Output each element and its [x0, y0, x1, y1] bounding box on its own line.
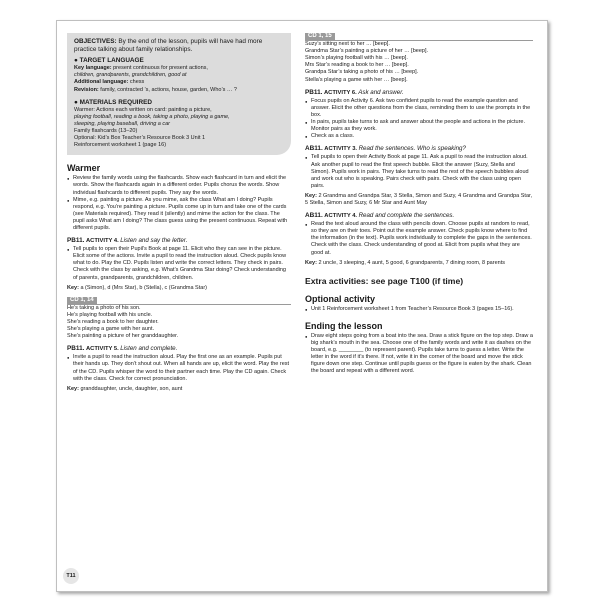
materials-line: Reinforcement worksheet 1 (page 16) [74, 142, 167, 149]
answer-key: Key: 2 uncle, 3 sleeping, 4 aunt, 5 good, 6 grandparents, 7 dining room, 8 parents [305, 259, 505, 266]
transcript-line: She’s painting a picture of her granddaughter. [67, 333, 179, 340]
answer-key: Key: a (Simon), d (Mrs Star), b (Stella), c (Grandma Star) [67, 284, 207, 291]
list-item: ● Review the family words using the flashcards. Show each flashcard in turn and elicit the words. Show the flashcards again in a different order. Pupils chorus the words. Show individual flashcards to different pupils. They say the words. [67, 175, 291, 196]
materials-line: Warmer: Actions each written on card: painting a picture, [74, 106, 212, 113]
list-item: ● Focus pupils on Activity 6. Ask two confident pupils to read the example question and answer. Elicit the other questions from the class, reminding them to use the prompts in the box. [305, 98, 533, 119]
key-language-words: children, grandparents, grandchildren, good at [74, 72, 187, 79]
transcript-line: Suzy’s sitting next to her … [beep]. [305, 41, 390, 48]
list-item: ● Tell pupils to open their Activity Book at page 11. Ask a pupil to read the instruction aloud. Ask another pupil to read the first speech bubble. Elicit the answer (Suzy, Stella and Simon). Pupils work in pairs. They take turns to read the rest of the speech bubbles aloud and work out who is speaking. Pairs check with pairs. Check with the class using open pairs. [305, 154, 533, 189]
objectives-box [67, 33, 291, 155]
list-item: ● In pairs, pupils take turns to ask and answer about the people and actions in the picture. Monitor pairs as they work. [305, 119, 533, 133]
list-item: ● Unit 1 Reinforcement worksheet 1 from Teacher’s Resource Book 3 (pages 15–16). [305, 306, 533, 313]
key-language: Key language: present continuous for present actions, [74, 65, 208, 72]
bullet-icon: ● [74, 57, 80, 65]
page-number: T11 [63, 568, 79, 584]
list-item: ● Draw eight steps going from a boat into the sea. Draw a stick figure on the top step. Draw a big shark’s mouth in the sea. Choose one of the family words and write it as dashes on the board, e.g. ________ (to represent parent). Pupils take turns to guess a letter. Write the letter in the word if it’s there. If not, write it in the corner of the board and move the stick figure down one step. Continue until pupils guess or the figure is eaten by the shark. Clean the board and repeat with a different word. [305, 333, 533, 376]
list-item: ● Read the text aloud around the class with pencils down. Choose pupils at random to read, so they are on their toes. Point out the example answer. Check pupils know where to find the information (in the text). Pupils work individually to complete the gaps in the sentences. Check with the class. Check understanding of good at. Elicit from pupils what they are good at. [305, 221, 533, 256]
materials-heading: ● MATERIALS REQUIRED [74, 98, 152, 106]
pb-activity-5-heading: PB11. ACTIVITY 5. Listen and complete. [67, 345, 178, 353]
list-item: ● Invite a pupil to read the instruction aloud. Play the first one as an example. Pupils put their hands up. They don’t shout out. When all hands are up, elicit the word. Play the rest of the CD. Pupils whisper the word to their partner each time. Play the CD again. Check with the class. Check for correct pronunciation. [67, 354, 291, 382]
cd-label: CD 1, 15 [305, 33, 335, 40]
list-item: ● Mime, e.g. painting a picture. As you mime, ask the class What am I doing? Pupils respond, e.g. You’re painting a picture. Pupils come up in turn and take one of the cards (see Materials required). They read it (silently) and mime the action for the class. The pupil asks What am I doing? The class guess using the present continuous. Repeat with different pupils. [67, 197, 291, 232]
list-item: ● Tell pupils to open their Pupil’s Book at page 11. Elicit who they can see in the picture. Elicit some of the actions. Invite a pupil to read the instruction aloud. Check pupils know what to do. Play the CD. Pupils listen and write the correct letters. They check in pairs. Check with the class by asking, e.g. What’s Grandma Star doing? Check understanding of parents, grandparents, grandchildren, children. [67, 246, 291, 281]
ab-activity-3-heading: AB11. ACTIVITY 3. Read the sentences. Who is speaking? [305, 145, 466, 153]
revision: Revision: family, contracted ’s, actions, house, garden, Who’s … ? [74, 86, 237, 93]
pb-activity-4-heading: PB11. ACTIVITY 4. Listen and say the letter. [67, 237, 188, 245]
transcript-line: She’s reading a book to her daughter. [67, 319, 159, 325]
transcript-line: Stella’s playing a game with her … [beep]. [305, 76, 408, 83]
objectives: OBJECTIVES: By the end of the lesson, pupils will have had more practice talking about family relationships. [74, 38, 263, 53]
ab-activity-4-heading: AB11. ACTIVITY 4. Read and complete the sentences. [305, 212, 455, 220]
answer-key: Key: granddaughter, uncle, daughter, son, aunt [67, 385, 183, 392]
list-item: ● Check as a class. [305, 133, 533, 140]
target-language-heading: ● TARGET LANGUAGE [74, 57, 144, 65]
pb-activity-6-heading: PB11. ACTIVITY 6. Ask and answer. [305, 88, 404, 96]
additional-language: Additional language: chess [74, 79, 145, 86]
warmer-heading: Warmer [67, 163, 101, 174]
transcript-line: Simon’s playing football with his … [beep]. [305, 55, 408, 62]
materials-line: Optional: Kid’s Box Teacher’s Resource Book 3 Unit 1 [74, 135, 206, 142]
cd-label: CD 1, 14 [67, 297, 97, 304]
cd-track-14 [67, 292, 291, 341]
transcript-line: Grandma Star’s painting a picture of her … [beep]. [305, 48, 429, 55]
extra-activities-heading: Extra activities: see page T100 (if time) [305, 275, 464, 286]
teacher-book-page [56, 20, 548, 592]
cd-track-15 [305, 33, 533, 84]
left-column [67, 33, 291, 393]
materials-line: playing football, reading a book, taking a photo, playing a game, [74, 113, 230, 120]
optional-activity-heading: Optional activity [305, 293, 376, 304]
right-column [305, 33, 533, 375]
materials-line: Family flashcards (13–20) [74, 128, 138, 135]
transcript-line: Grandpa Star’s taking a photo of his … [beep]. [305, 69, 419, 76]
transcript-line: She’s playing a game with her aunt. [67, 326, 155, 333]
transcript-line: Mrs Star’s reading a book to her … [beep]. [305, 62, 409, 69]
answer-key: Key: 2 Grandma and Grandpa Star, 3 Stella, Simon and Suzy, 4 Grandma and Grandpa Star, 5 Stella, Simon and Suzy, 6 Mr Star and Aunt May [305, 192, 533, 206]
ending-heading: Ending the lesson [305, 320, 383, 331]
materials-line: sleeping, playing baseball, driving a car [74, 120, 171, 127]
bullet-icon: ● [74, 98, 80, 106]
transcript-line: He’s taking a photo of his son. [67, 304, 141, 311]
transcript-line: He’s playing football with his uncle. [67, 311, 153, 318]
